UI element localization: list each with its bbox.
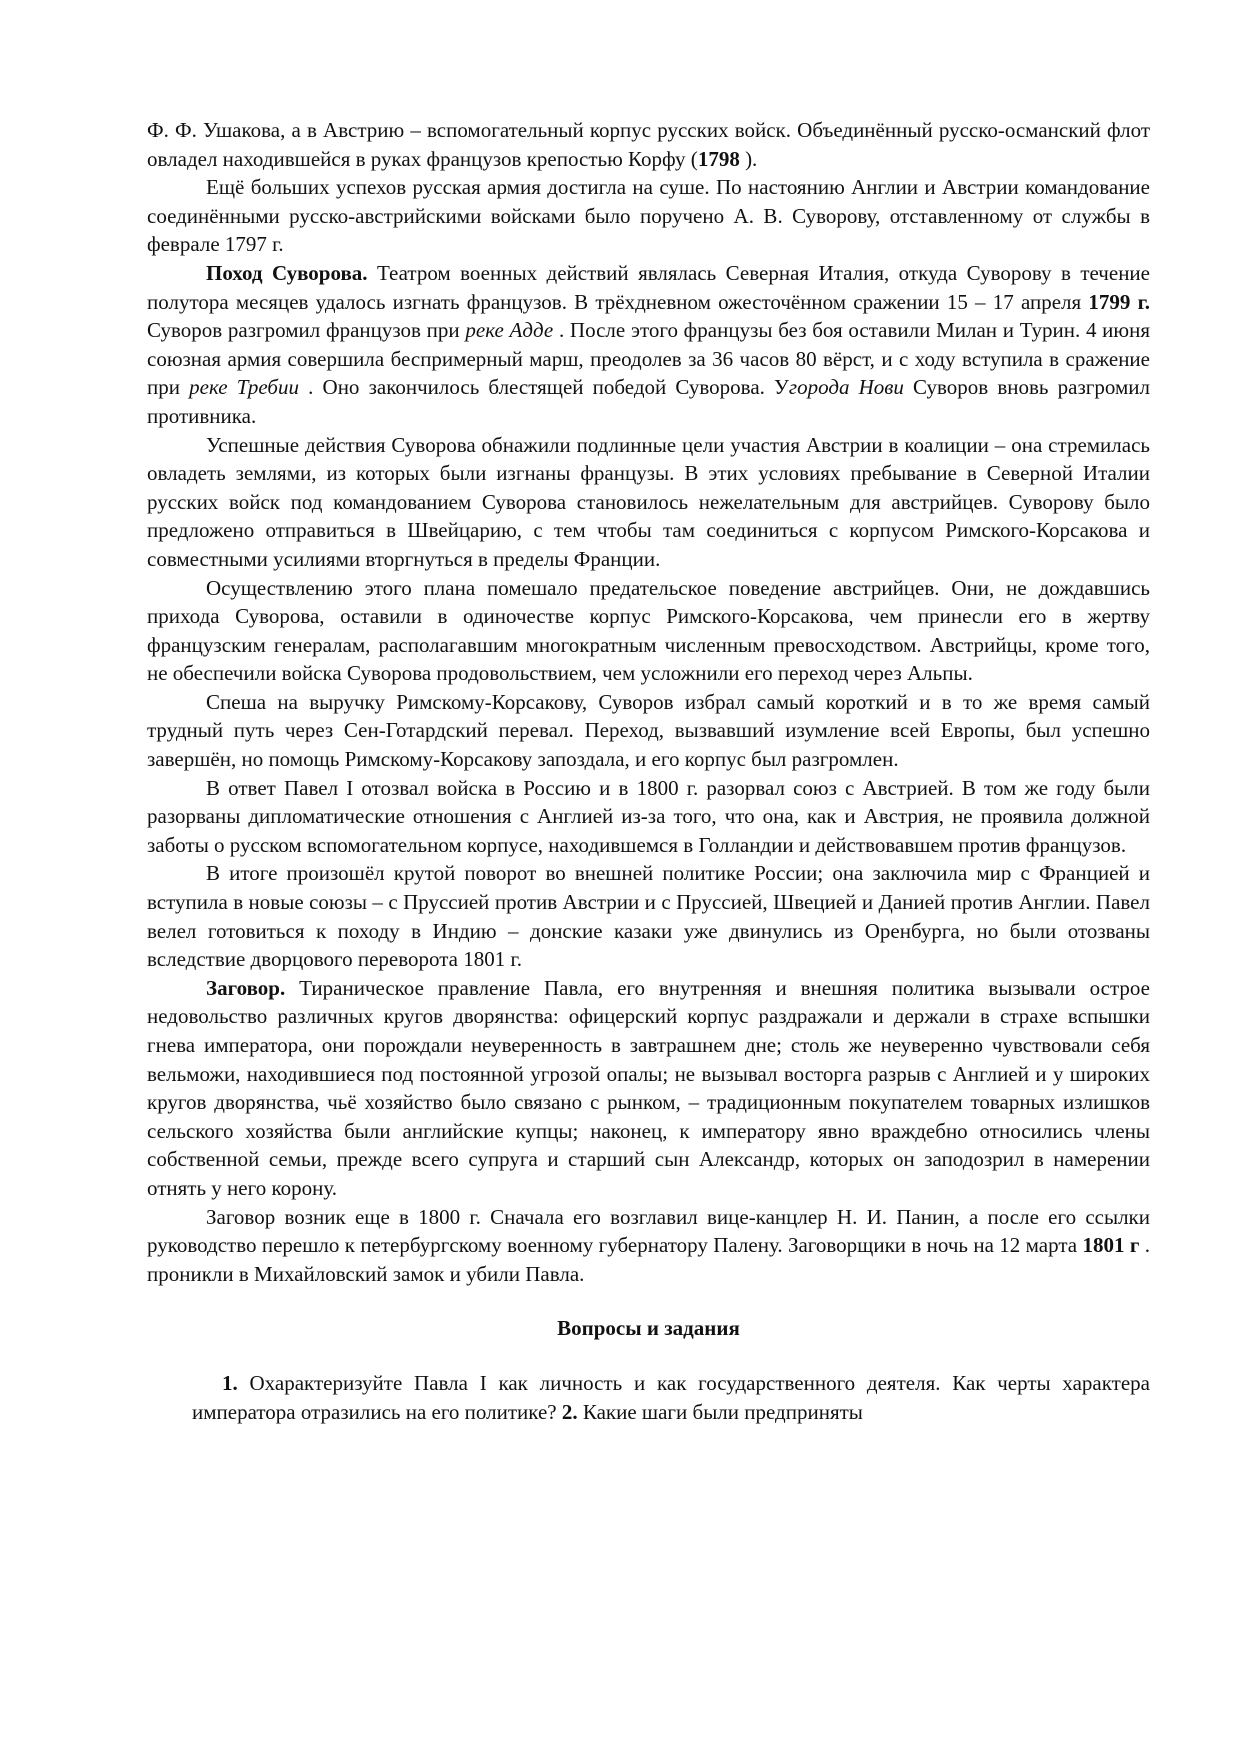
text-run: . проникли в Михайловский замок и убили Павла. [147, 1233, 1150, 1286]
question-text: Какие шаги были предприняты [577, 1399, 863, 1424]
text-run: . После этого французы без боя оставили Милан и Турин. 4 июня союзная армия совершила беспримерный марш, преодолев за 36 часов 80 вёрст, и с ходу вступила в сражение при [147, 318, 1151, 400]
bold-text: 1799 г. [1088, 289, 1151, 314]
bold-text: Заговор. [206, 975, 286, 1000]
paragraph [147, 173, 1150, 259]
bold-text: 1798 [697, 146, 740, 171]
italic-text: города Нови [788, 375, 904, 400]
question-text: Охарактеризуйте Павла I как личность и как государственного деятеля. Как черты характера императора отразились на его политике? [192, 1370, 1150, 1424]
text-run: Осуществлению этого плана помешало предательское поведение австрийцев. Они, не дождавшись прихода Суворова, оставили в одиночестве корпус Римского-Корсакова, чем принесли его в жертву французским генералам, располагавшим многократным численным превосходством. Австрийцы, кроме того, не обеспечили войска Суворова продовольствием, чем усложнили его переход через Альпы. [147, 575, 1150, 686]
text-run: Ф. Ф. Ушакова, а в Австрию – вспомогательный корпус русских войск. Объединённый русско-османский флот овладел находившейся в руках французов крепостью Корфу ( [147, 118, 1150, 171]
paragraph [147, 688, 1150, 774]
text-run: Успешные действия Суворова обнажили подлинные цели участия Австрии в коалиции – она стремилась овладеть землями, из которых были изгнаны французы. В этих условиях пребывание в Северной Италии русских войск под командованием Суворова становилось нежелательным для австрийцев. Суворову было предложено отправиться в Швейцарию, с тем чтобы там соединиться с корпусом Римского-Корсакова и совместными усилиями вторгнуться в пределы Франции. [147, 432, 1150, 571]
text-run: В ответ Павел I отозвал войска в Россию и в 1800 г. разорвал союз с Австрией. В том же году были разорваны дипломатические отношения с Англией из-за того, что она, как и Австрия, не проявила должной заботы о русском вспомогательном корпусе, находившемся в Голландии и действовавшем против французов. [147, 775, 1150, 857]
paragraph [147, 259, 1150, 431]
bold-text: 1801 г [1082, 1233, 1140, 1258]
italic-text: реке Требии [189, 375, 299, 400]
text-run: . Оно закончилось блестящей победой Суворова. У [298, 375, 789, 400]
italic-text: реке Адде [465, 318, 554, 343]
question-number: 1. [222, 1370, 238, 1395]
questions-paragraph [192, 1369, 1150, 1426]
text-run: Заговор возник еще в 1800 г. Сначала его возглавил вице-канцлер Н. И. Панин, а после его ссылки руководство перешло к петербургскому военному губернатору Палену. Заговорщики в ночь на 12 марта [147, 1204, 1150, 1258]
paragraph [147, 574, 1150, 688]
question-number: 2. [561, 1399, 578, 1424]
text-run: Тираническое правление Павла, его внутренняя и внешняя политика вызывали острое недовольство различных кругов дворянства: офицерский корпус раздражали и держали в страхе вспышки гнева императора, они порождали неуверенность в завтрашнем дне; столь же неуверенно чувствовали себя вельможи, находившиеся под постоянной угрозой опалы; не вызывал восторга разрыв с Англией и у широких кругов дворянства, чьё хозяйство было связано с рынком, – традиционным покупателем товарных излишков сельского хозяйства были английские купцы; наконец, к императору явно враждебно относились члены собственной семьи, прежде всего супруга и старший сын Александр, которых он заподозрил в намерении отнять у него корону. [147, 975, 1150, 1200]
bold-text: Поход Суворова. [206, 260, 368, 285]
text-run: Ещё больших успехов русская армия достигла на суше. По настоянию Англии и Австрии командование соединёнными русско-австрийскими войсками было поручено А. В. Суворову, отставленному от службы в феврале 1797 г. [147, 175, 1150, 257]
text-run: ). [739, 146, 758, 171]
paragraph [147, 774, 1150, 860]
text-run: Суворов разгромил французов при [147, 318, 466, 343]
paragraph [147, 859, 1150, 973]
text-run: В итоге произошёл крутой поворот во внешней политике России; она заключила мир с Францией и вступила в новые союзы – с Пруссией против Австрии и с Пруссией, Швецией и Данией против Англии. Павел велел готовиться к походу в Индию – донские казаки уже двинулись из Оренбурга, но были отозваны вследствие дворцового переворота 1801 г. [147, 861, 1150, 972]
text-run: Театром военных действий являлась Северная Италия, откуда Суворову в течение полутора месяцев удалось изгнать французов. В трёхдневном ожесточённом сражении 15 – 17 апреля [147, 260, 1150, 314]
section-heading: Вопросы и задания [557, 1316, 740, 1341]
paragraph [147, 116, 1150, 173]
paragraph [147, 974, 1150, 1203]
text-run: Спеша на выручку Римскому-Корсакову, Суворов избрал самый короткий и в то же время самый трудный путь через Сен-Готардский перевал. Переход, вызвавший изумление всей Европы, был успешно завершён, но помощь Римскому-Корсакову запоздала, и его корпус был разгромлен. [147, 689, 1150, 772]
text-run: Суворов вновь разгромил противника. [147, 375, 1150, 428]
questions-list [192, 1369, 1150, 1426]
paragraph [147, 431, 1150, 574]
body-text [147, 116, 1150, 1288]
paragraph [147, 1203, 1150, 1289]
document-page [147, 116, 1150, 1426]
